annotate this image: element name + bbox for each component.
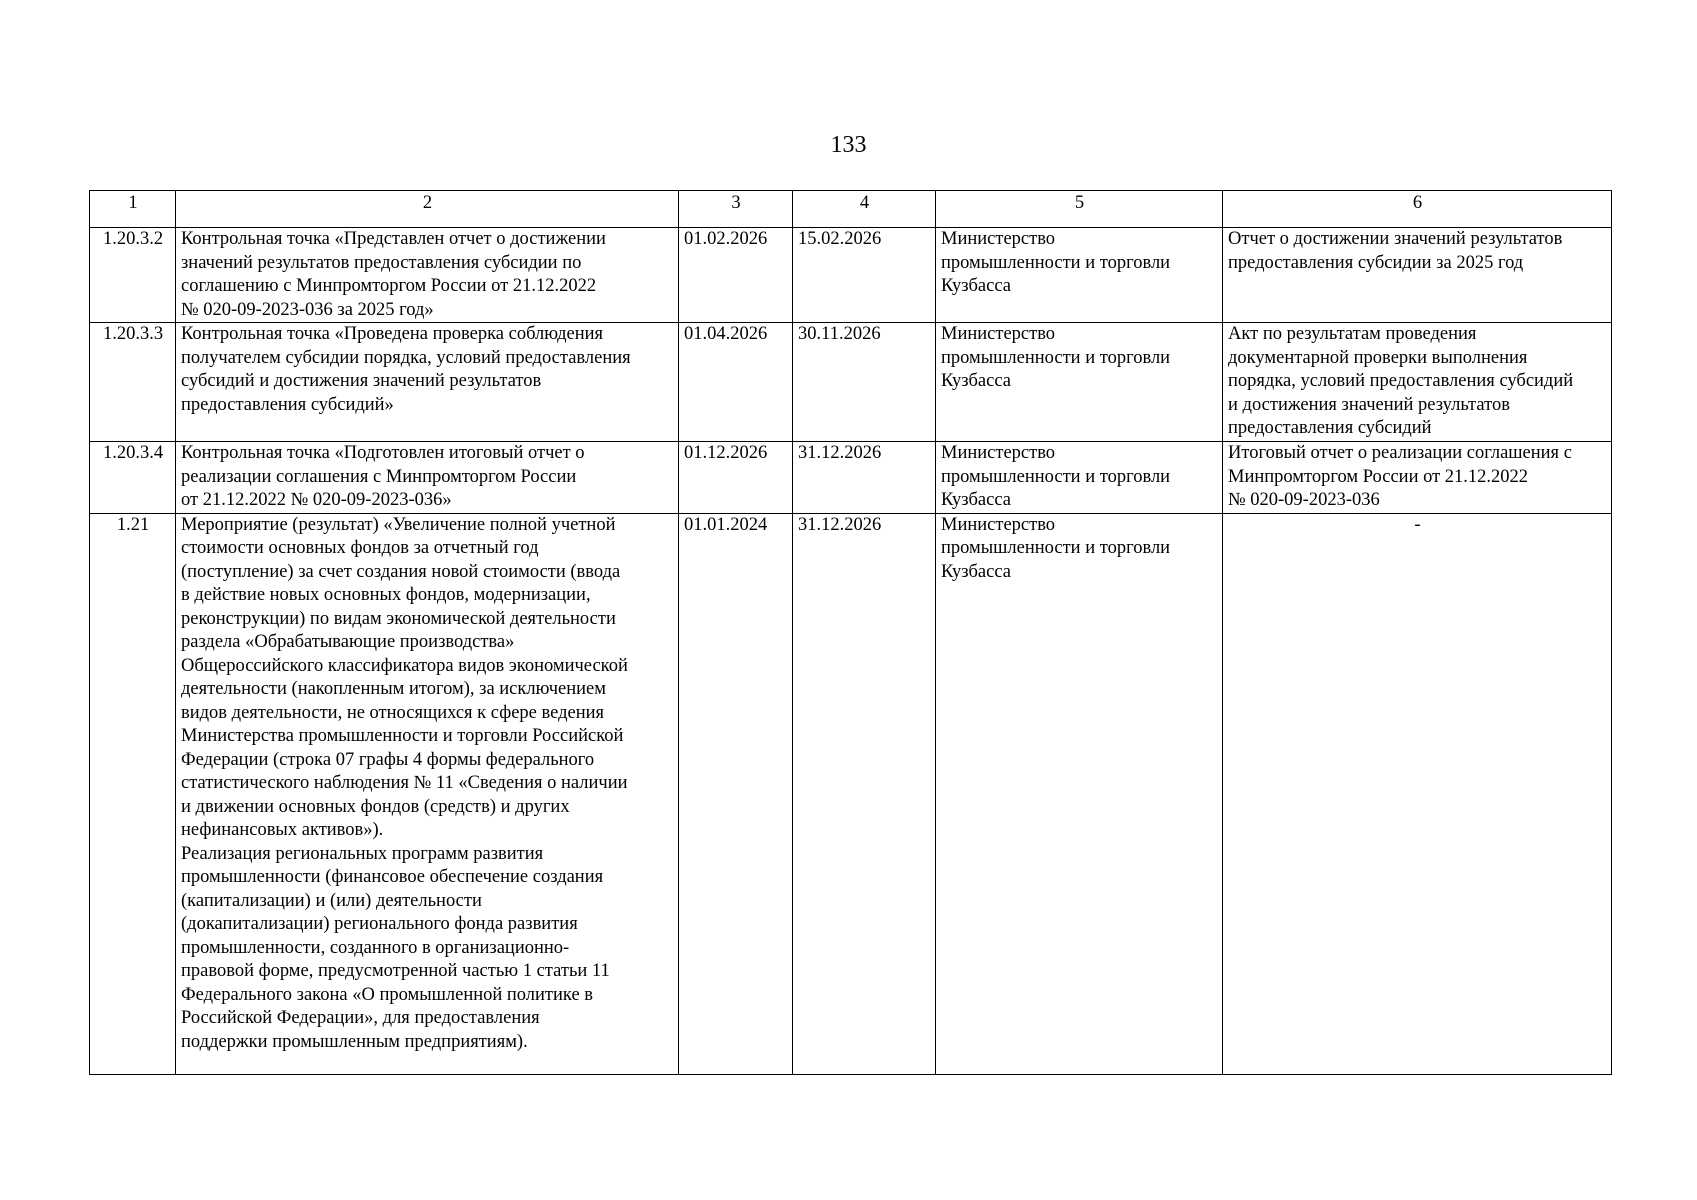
row-responsible: Министерство промышленности и торговли Кузбасса <box>936 228 1223 323</box>
row-end-date: 15.02.2026 <box>793 228 936 323</box>
row-number: 1.21 <box>90 513 176 1074</box>
row-end-date: 30.11.2026 <box>793 323 936 442</box>
table-row <box>90 323 1612 442</box>
row-number: 1.20.3.4 <box>90 442 176 514</box>
table-row <box>90 442 1612 514</box>
row-description: Контрольная точка «Представлен отчет о достижении значений результатов предоставления субсидии по соглашению с Минпромторгом России от 21.12.2022 № 020-09-2023-036 за 2025 год» <box>176 228 679 323</box>
row-start-date: 01.12.2026 <box>679 442 793 514</box>
row-description: Мероприятие (результат) «Увеличение полной учетной стоимости основных фондов за отчетный год (поступление) за счет создания новой стоимости (ввода в действие новых основных фондов, модернизации, реконструкции) по видам экономической деятельности раздела «Обрабатывающие производства» Общероссийского классификатора видов экономической деятельности (накопленным итогом), за исключением видов деятельности, не относящихся к сфере ведения Министерства промышленности и торговли Российской Федерации (строка 07 графы 4 формы федерального статистического наблюдения № 11 «Сведения о наличии и движении основных фондов (средств) и других нефинансовых активов»). Реализация региональных программ развития промышленности (финансовое обеспечение создания (капитализации) и (или) деятельности (докапитализации) регионального фонда развития промышленности, созданного в организационно- правовой форме, предусмотренной частью 1 статьи 11 Федерального закона «О промышленной политике в Российской Федерации», для предоставления поддержки промышленным предприятиям). <box>176 513 679 1074</box>
column-header-2: 2 <box>176 191 679 228</box>
column-header-6: 6 <box>1223 191 1612 228</box>
column-header-1: 1 <box>90 191 176 228</box>
table-header-row <box>90 191 1612 228</box>
row-responsible: Министерство промышленности и торговли Кузбасса <box>936 323 1223 442</box>
row-start-date: 01.01.2024 <box>679 513 793 1074</box>
column-header-5: 5 <box>936 191 1223 228</box>
row-end-date: 31.12.2026 <box>793 513 936 1074</box>
row-description: Контрольная точка «Проведена проверка соблюдения получателем субсидии порядка, условий предоставления субсидий и достижения значений результатов предоставления субсидий» <box>176 323 679 442</box>
row-number: 1.20.3.2 <box>90 228 176 323</box>
page-number: 133 <box>830 132 867 158</box>
plan-table <box>89 190 1612 1075</box>
row-start-date: 01.04.2026 <box>679 323 793 442</box>
row-responsible: Министерство промышленности и торговли Кузбасса <box>936 513 1223 1074</box>
row-responsible: Министерство промышленности и торговли Кузбасса <box>936 442 1223 514</box>
table-row <box>90 513 1612 1074</box>
row-document: - <box>1223 513 1612 1074</box>
row-document: Итоговый отчет о реализации соглашения с Минпромторгом России от 21.12.2022 № 020-09-2023-036 <box>1223 442 1612 514</box>
row-document: Акт по результатам проведения документарной проверки выполнения порядка, условий предоставления субсидий и достижения значений результатов предоставления субсидий <box>1223 323 1612 442</box>
row-number: 1.20.3.3 <box>90 323 176 442</box>
row-description: Контрольная точка «Подготовлен итоговый отчет о реализации соглашения с Минпромторгом России от 21.12.2022 № 020-09-2023-036» <box>176 442 679 514</box>
column-header-3: 3 <box>679 191 793 228</box>
row-end-date: 31.12.2026 <box>793 442 936 514</box>
column-header-4: 4 <box>793 191 936 228</box>
table-row <box>90 228 1612 323</box>
row-document: Отчет о достижении значений результатов предоставления субсидии за 2025 год <box>1223 228 1612 323</box>
row-start-date: 01.02.2026 <box>679 228 793 323</box>
